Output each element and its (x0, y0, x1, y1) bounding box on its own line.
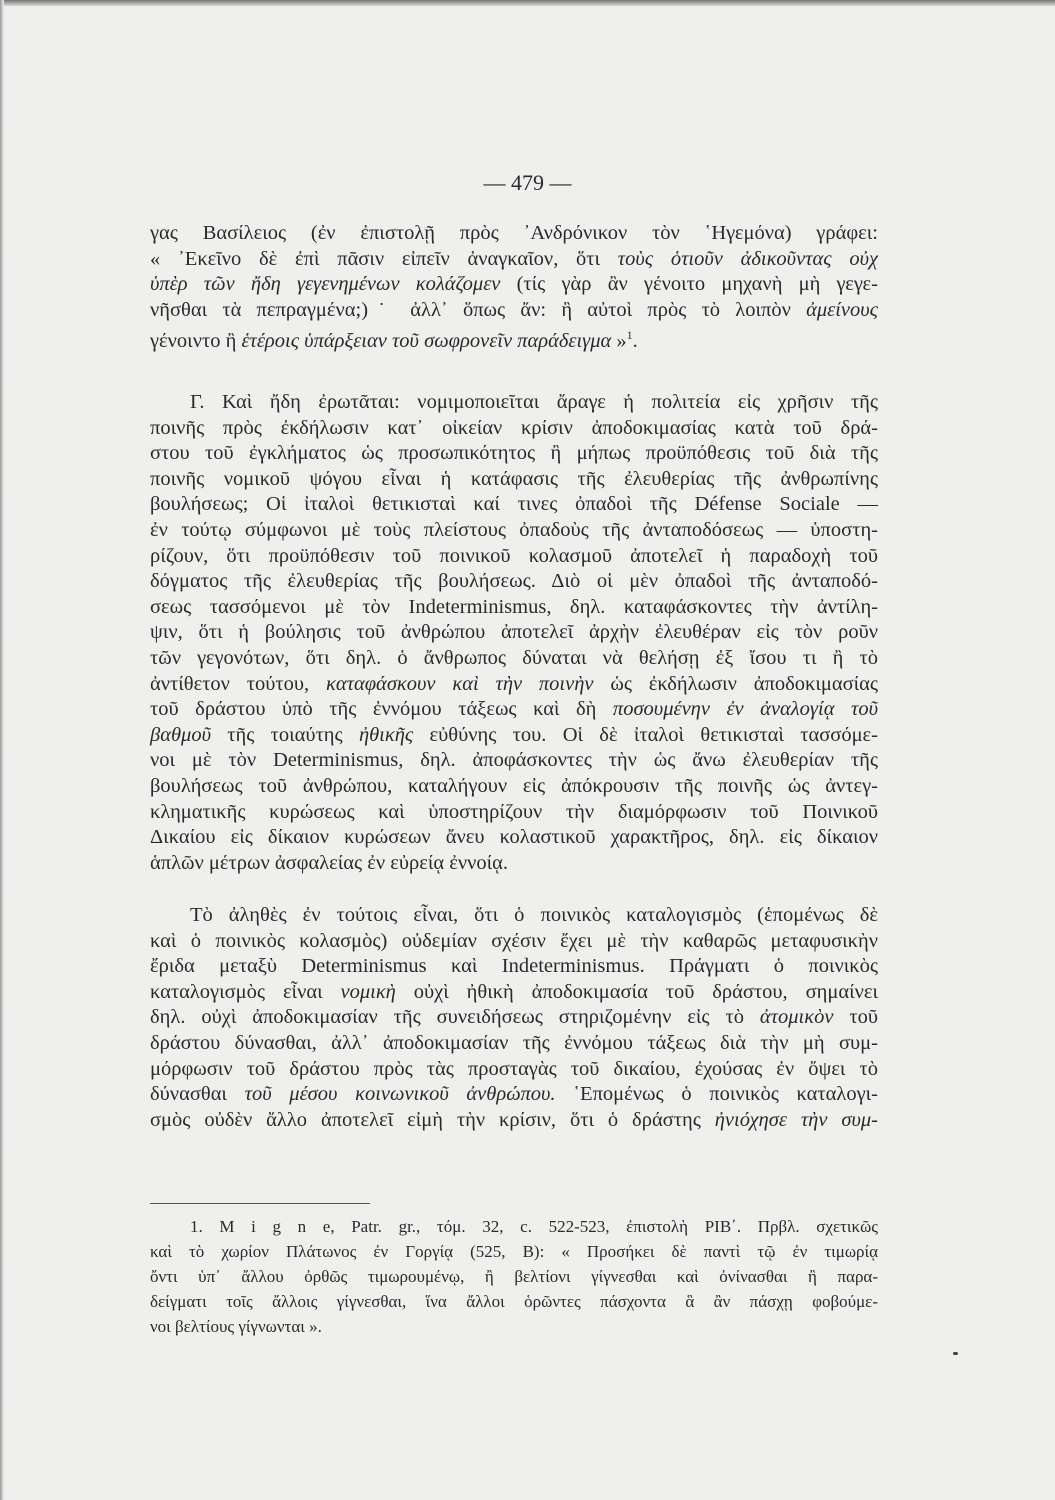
italic-text: ὑπὲρ τῶν ἤδη γεγενημένων κολάζομεν (150, 273, 501, 296)
text-segment: (τίς γὰρ ἂν γένοιτο μηχανὴ μὴ γεγε- (500, 273, 878, 296)
text-segment: βουλήσεως τοῦ ἀνθρώπου, καταλήγουν εἰς ἀπόκρουσιν τῆς ποινῆς ὡς ἀντεγ- (150, 774, 878, 797)
scan-edge (0, 0, 1055, 6)
text-line (150, 1108, 878, 1134)
text-line (150, 569, 878, 595)
text-segment: δράστου δύνασθαι, ἀλλ᾿ ἀποδοκιμασίαν τῆς ἐννόμου τάξεως διὰ τὴν μὴ συμ- (150, 1031, 878, 1054)
text-line (150, 298, 878, 324)
text-segment: σεως τασσόμενοι μὲ τὸν Indeterminismus, δηλ. καταφάσκοντες τὴν ἀντίλη- (150, 595, 878, 618)
text-segment: ἀντίθετον τούτου, (150, 672, 327, 695)
text-segment: ἁπλῶν μέτρων ἀσφαλείας ἐν εὐρείᾳ ἐννοίᾳ. (150, 851, 509, 874)
text-line (150, 595, 878, 621)
page-number: — 479 — (483, 170, 572, 195)
italic-text: ἀμείνους (806, 298, 878, 321)
text-segment: ρίζουν, ὅτι προϋπόθεσιν τοῦ ποινικοῦ κολασμοῦ ἀποτελεῖ ἡ παραδοχὴ τοῦ (150, 544, 878, 567)
italic-text: τοῦ μέσου κοινωνικοῦ ἀνθρώπου. (244, 1083, 556, 1106)
text-segment: . (632, 330, 638, 353)
text-line (150, 1082, 878, 1108)
italic-text: ἑτέροις ὑπάρξειαν τοῦ σωφρονεῖν παράδειγμα (241, 330, 612, 353)
text-segment: στου τοῦ ἐγκλήματος ὡς προσωπικότητος ἢ μήπως προϋπόθεσις τοῦ διὰ τῆς (150, 442, 878, 465)
text-line (150, 467, 878, 493)
text-segment: ὄντι ὑπ᾿ ἄλλου ὀρθῶς τιμωρουμένῳ, ἢ βελτίονι γίγνεσθαι καὶ ὀνίνασθαι ἢ παρα- (150, 1267, 878, 1286)
text-segment: γένοιντο ἢ (150, 330, 242, 353)
text-segment: τοῦ (833, 1006, 878, 1029)
text-segment: ῾Επομένως ὁ ποινικὸς καταλογι- (555, 1083, 878, 1106)
text-segment: ψιν, ὅτι ἡ βούλησις τοῦ ἀνθρώπου ἀποτελεῖ ἀρχὴν ἐλευθέραν εἰς τὸν ροῦν (150, 621, 878, 644)
text-line (150, 851, 878, 877)
text-line (150, 646, 878, 672)
scan-edge-left (0, 0, 4, 1500)
text-segment: καὶ τὸ χωρίον Πλάτωνος ἐν Γοργίᾳ (525, Β): « Προσήκει δὲ παντὶ τῷ ἐν τιμωρίᾳ (150, 1242, 878, 1261)
text-line (150, 247, 878, 273)
paragraph-conclusion (150, 903, 878, 1133)
paragraph-quote-continuation (150, 221, 878, 353)
text-line (150, 1031, 878, 1057)
text-segment: τῆς τοιαύτης (211, 723, 359, 746)
text-line (150, 518, 878, 544)
text-line (150, 1005, 878, 1031)
text-line (150, 1264, 878, 1289)
text-line (150, 323, 878, 353)
text-segment: τῶν γεγονότων, ὅτι δηλ. ὁ ἄνθρωπος δύναται νὰ θελήσῃ ἐξ ἴσου τι ἢ τὸ (150, 646, 878, 669)
text-segment: δηλ. οὐχὶ ἀποδοκιμασίαν τῆς συνειδήσεως στηριζομένην εἰς τὸ (150, 1006, 760, 1029)
text-line (150, 1239, 878, 1264)
footnotes (150, 1214, 878, 1339)
italic-text: ἀτομικὸν (759, 1006, 834, 1029)
text-line (150, 492, 878, 518)
paragraph-section-gamma (150, 390, 878, 876)
text-segment: ἔριδα μεταξὺ Determinismus καὶ Indeterminismus. Πράγματι ὁ ποινικὸς (150, 955, 878, 978)
text-segment: οὐχὶ ἠθικὴ ἀποδοκιμασία τοῦ δράστου, σημαίνει (395, 980, 878, 1003)
text-line (150, 1314, 878, 1339)
text-segment: Δικαίου εἰς δίκαιον κυρώσεων ἄνευ κολαστικοῦ χαρακτῆρος, δηλ. εἰς δίκαιον (150, 826, 878, 849)
italic-text: ἠνιόχησε τὴν συμ- (714, 1108, 878, 1131)
text-segment: καὶ ὁ ποινικὸς κολασμὸς) οὐδεμίαν σχέσιν ἔχει μὲ τὴν καθαρῶς μεταφυσικὴν (150, 929, 878, 952)
text-segment: » (611, 330, 627, 353)
text-segment: δόγματος τῆς ἐλευθερίας τῆς βουλήσεως. Διὸ οἱ μὲν ὀπαδοὶ τῆς ἀνταποδό- (150, 570, 878, 593)
text-line (150, 672, 878, 698)
text-segment: 1. M i g n e, Patr. gr., τόμ. 32, c. 522-523, ἐπιστολὴ ΡΙΒ΄. Πρβλ. σχετικῶς (190, 1217, 878, 1236)
text-line (150, 441, 878, 467)
text-line (150, 954, 878, 980)
text-line (150, 774, 878, 800)
italic-text: ἠθικῆς (358, 723, 414, 746)
text-line (150, 390, 878, 416)
text-segment: γας Βασίλειος (ἐν ἐπιστολῇ πρὸς ᾿Ανδρόνικον τὸν ῾Ηγεμόνα) γράφει: (150, 222, 878, 244)
italic-text: καταφάσκουν καὶ τὴν ποινὴν (326, 672, 594, 695)
text-segment: σμὸς οὐδὲν ἄλλο ἀποτελεῖ εἰμὴ τὴν κρίσιν, ὅτι ὁ δράστης (150, 1108, 715, 1131)
text-line (150, 723, 878, 749)
text-segment: τοῦ δράστου ὑπὸ τῆς ἐννόμου τάξεως καὶ δὴ (150, 698, 613, 721)
text-line (150, 929, 878, 955)
text-line (150, 825, 878, 851)
scan-speck (953, 1352, 958, 1355)
text-line (150, 1214, 878, 1239)
text-segment: νῆσθαι τὰ πεπραγμένα;)˙ ἀλλ᾿ ὅπως ἄν: ἢ αὐτοὶ πρὸς τὸ λοιπὸν (150, 298, 807, 321)
text-line (150, 1289, 878, 1314)
text-segment: νοι μὲ τὸν Determinismus, δηλ. ἀποφάσκοντες τὴν ὡς ἄνω ἐλευθερίαν τῆς (150, 749, 878, 772)
italic-text: τοὺς ὁτιοῦν ἀδικοῦντας οὐχ (617, 247, 878, 270)
text-segment: ποινῆς νομικοῦ ψόγου εἶναι ἡ κατάφασις τῆς ἐλευθερίας τῆς ἀνθρωπίνης (150, 467, 878, 490)
text-segment: εὐθύνης του. Οἱ δὲ ἰταλοὶ θετικισταὶ τασσόμε- (413, 723, 878, 746)
text-segment: ποινῆς πρὸς ἐκδήλωσιν κατ᾿ οἰκείαν κρίσιν ἀποδοκιμασίας κατὰ τοῦ δρά- (150, 416, 878, 439)
text-line (150, 980, 878, 1006)
text-line (150, 697, 878, 723)
text-line (150, 544, 878, 570)
text-line (150, 221, 878, 247)
text-segment: κληματικῆς κυρώσεως καὶ ὑποστηρίζουν τὴν διαμόρφωσιν τοῦ Ποινικοῦ (150, 800, 878, 823)
text-segment: βουλήσεως; Οἱ ἰταλοὶ θετικισταὶ καί τινες ὀπαδοὶ τῆς Défense Sociale — (150, 493, 878, 516)
text-segment: μόρφωσιν τοῦ δράστου πρὸς τὰς προσταγὰς τοῦ δικαίου, ἐχούσας ἐν ὄψει τὸ (150, 1057, 878, 1080)
text-line (150, 272, 878, 298)
footnote-divider (150, 1203, 370, 1204)
text-segment: ὡς ἐκδήλωσιν ἀποδοκιμασίας (593, 672, 878, 695)
text-segment: δύνασθαι (150, 1083, 245, 1106)
text-line (150, 416, 878, 442)
text-segment: δείγματι τοῖς ἄλλοις γίγνεσθαι, ἵνα ἄλλοι ὁρῶντες πάσχοντα ἃ ἂν πάσχῃ φοβούμε- (150, 1292, 878, 1311)
text-line (150, 748, 878, 774)
italic-text: ποσουμένην ἐν ἀναλογίᾳ τοῦ (612, 698, 878, 721)
text-line (150, 620, 878, 646)
italic-text: νομικὴ (340, 980, 396, 1003)
text-segment: ἐν τούτῳ σύμφωνοι μὲ τοὺς πλείστους ὀπαδοὺς τῆς ἀνταποδόσεως — ὑποστη- (150, 518, 878, 541)
text-segment: καταλογισμὸς εἶναι (150, 980, 341, 1003)
italic-text: βαθμοῦ (150, 723, 211, 746)
footnote-ref: 1 (626, 328, 633, 343)
text-segment: « ᾿Εκεῖνο δὲ ἐπὶ πᾶσιν εἰπεῖν ἀναγκαῖον, ὅτι (150, 247, 618, 270)
text-segment: Γ. Καὶ ἤδη ἐρωτᾶται: νομιμοποιεῖται ἄραγε ἡ πολιτεία εἰς χρῆσιν τῆς (190, 391, 878, 413)
text-segment: Τὸ ἀληθὲς ἐν τούτοις εἶναι, ὅτι ὁ ποινικὸς καταλογισμὸς (ἑπομένως δὲ (190, 904, 878, 926)
text-line (150, 903, 878, 929)
text-segment: νοι βελτίους γίγνωνται ». (150, 1317, 322, 1336)
text-line (150, 800, 878, 826)
text-line (150, 1057, 878, 1083)
